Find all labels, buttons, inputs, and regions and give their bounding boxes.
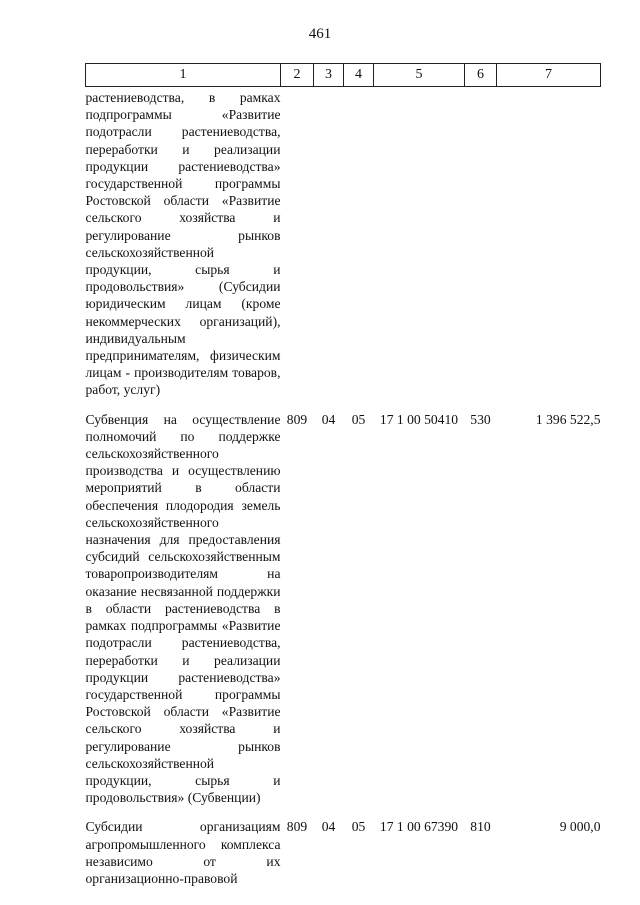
row-name: растениеводства, в рамках подпрограммы «Развитие подотрасли растениеводства, переработки и реализации продукции растениеводства» государственной программы Ростовской области «Развитие сельского хозяйства и регулирование рынков сельскохозяйственной продукции, сырья и продовольствия» (Субсидии юридическим лицам (кроме некоммерческих организаций), индивидуальным предпринимателям, физическим лицам - производителям товаров, работ, услуг) [85, 90, 281, 398]
row-expense-type [465, 87, 497, 411]
column-header-name: 1 [86, 64, 281, 87]
table-row [86, 411, 601, 819]
table-header-row [86, 64, 601, 87]
column-header-target-article: 5 [374, 64, 465, 87]
column-header-amount: 7 [497, 64, 601, 87]
column-header-section: 3 [314, 64, 344, 87]
row-name: Субсидии организациям агропромышленного комплекса независимо от их организационно-правовой [85, 819, 281, 886]
row-subsection [344, 87, 374, 411]
table-row [86, 87, 601, 411]
row-ministry [281, 87, 314, 411]
row-section [314, 87, 344, 411]
row-section: 04 [321, 411, 336, 427]
row-target-article [374, 87, 465, 411]
row-ministry: 809 [286, 411, 308, 427]
table-row [86, 818, 601, 887]
row-amount: 9 000,0 [559, 819, 601, 835]
column-header-expense-type: 6 [465, 64, 497, 87]
row-expense-type: 530 [470, 411, 491, 427]
row-section: 04 [321, 819, 336, 835]
page-number: 461 [308, 26, 332, 42]
row-target-article: 17 1 00 50410 [379, 411, 459, 427]
row-amount: 1 396 522,5 [535, 411, 601, 427]
row-amount [497, 87, 601, 411]
row-name: Субвенция на осуществление полномочий по поддержке сельскохозяйственного производства и осуществлению мероприятий в области обеспечения плодородия земель сельскохозяйственного назначения для предоставления субсидий сельскохозяйственным товаропроизводителям на оказание несвязанной поддержки в области растениеводства в рамках подпрограммы «Развитие подотрасли растениеводства, переработки и реализации продукции растениеводства» государственной программы Ростовской области «Развитие сельского хозяйства и регулирование рынков сельскохозяйственной продукции, сырья и продовольствия» (Субвенции) [85, 411, 281, 806]
column-header-ministry: 2 [281, 64, 314, 87]
row-expense-type: 810 [470, 819, 491, 835]
row-subsection: 05 [351, 411, 366, 427]
row-subsection: 05 [351, 819, 366, 835]
row-target-article: 17 1 00 67390 [379, 819, 459, 835]
row-ministry: 809 [286, 819, 308, 835]
column-header-subsection: 4 [344, 64, 374, 87]
budget-table [85, 63, 601, 887]
